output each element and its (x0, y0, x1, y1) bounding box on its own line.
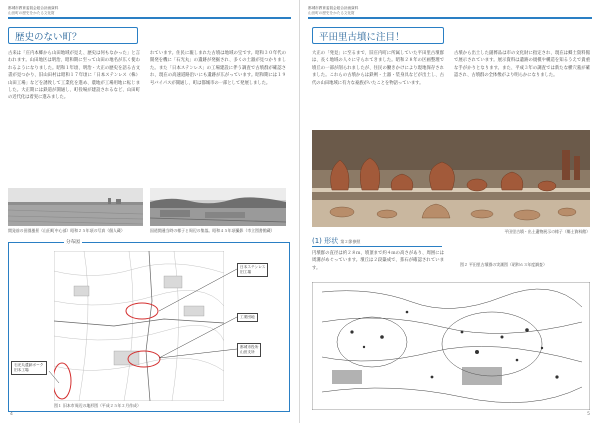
landscape-photo-caption: 国道開通当時の様子と周辺の集落。昭和４５年頃撮影（市立図書館蔵） (150, 228, 275, 233)
shape-body (312, 250, 444, 280)
section-rule (312, 246, 442, 247)
right-page-number: 5 (587, 412, 590, 417)
right-header-rule (308, 17, 592, 19)
section-shape-label: (1) 形状 (312, 237, 339, 245)
map-caption: 図１ 旧本市周辺の地形図（平成２５年２月作成） (54, 403, 141, 408)
field-photo-caption: 開発前の田園風景（山田町中心部）昭和２５年頃の写真（個人蔵） (8, 228, 125, 233)
right-header-line2: 山田町の歴史をかたる文化財 (308, 10, 355, 15)
section-shape-note: 第２節参照 (340, 239, 361, 244)
callout-ruins-park: 石光丸遺跡ポーク 旧本工場 (11, 361, 47, 375)
section-shape (312, 236, 360, 246)
field-photo (8, 188, 143, 226)
callout-industrial-park: 工業団地 (237, 313, 258, 322)
right-title (312, 27, 444, 44)
left-page-number: 4 (10, 412, 13, 417)
right-title-text: 平田里古墳に注目！ (319, 31, 405, 43)
landscape-photo (150, 188, 286, 226)
right-header-line1: 都城市教育委員会総合計画資料 (308, 6, 359, 10)
site-plan-caption: 図２ 平田里古墳群の実測図（昭和６３年度調査） (460, 262, 547, 267)
right-column-2 (454, 50, 590, 130)
district-map (8, 242, 290, 412)
shape-body-text: 円墳群の直径は約２８ｍ、墳頂まで約４ｍの高さがあり、周囲には周溝がめぐっています。墳丘は２段築成で、葺石が確認されています。 (312, 251, 444, 271)
left-header-line1: 都城市教育委員会総合計画資料 (8, 6, 59, 10)
right-page (300, 0, 600, 423)
artifacts-photo-caption: 平田里古墳・出土遺物展示の様子（郷土資料館） (504, 229, 590, 234)
left-column-2 (150, 50, 286, 188)
right-column-2-text: 古墳から出土した副葬品は市の文化財に指定され、現在は郷土資料館で展示されています。展示資料は遺跡の規模や構造を知るうえで貴重な手がかりとなります。また、平成３年の調査では新たな横穴墓が確認され、古墳群の全体像がより明らかになりました。 (454, 51, 590, 79)
left-column-1 (8, 50, 140, 188)
right-column-1 (312, 50, 444, 130)
left-column-2-text: れています。住民に親しまれた古墳は地域の宝です。昭和３０年代の開発を機に「石光丸」の遺跡が発掘され、多くの土器が見つかりました。また「日本ステンレス」の工場建設に伴う調査で古墳群が確認され、現在の高速道路沿いにも遺跡が広がっています。昭和期には１９号バイパスが開通し、町は都城市の一部として発展しました。 (150, 51, 286, 86)
left-header-line2: 山田町の歴史をかたる文化財 (8, 10, 55, 15)
right-column-1-text: 大正の「発見」に至るまで、旧庄内町に所属していた平田里古墳群は、長く地域の人々に守られてきました。昭和２８年の区画整理で墳丘の一部が削られましたが、住民の働きかけにより現地保存されました。これらの古墳からは鉄剣・土器・装身具などが出土し、古代の山田地域に有力な豪族がいたことを物語っています。 (312, 51, 444, 86)
callout-city-office: 都城市役所 山田支所 (237, 343, 261, 357)
left-title (8, 27, 138, 44)
callout-stainless-factory: 日本ステンレス 旧工場 (237, 263, 268, 277)
map-drawing (54, 251, 224, 401)
right-header (308, 6, 358, 15)
left-header-rule (8, 17, 291, 19)
site-plan (312, 282, 590, 410)
map-title: 分布図 (66, 240, 80, 245)
left-title-text: 歴史のない町？ (15, 31, 82, 43)
left-header (8, 6, 58, 15)
artifacts-photo (312, 130, 590, 227)
left-column-1-text: 古来は「庄内本郷から山田地域が見え、歴史は何もなかった」と言われます。山田地区は明治、昭和期に至って山田の地名が広く使われるようになりました。昭和１年頃、明治・大正の歴史を語る古文書が見つかり、旧山田村は昭和１７年頃に「日本ステンレス（株）山田工場」などを誘致して工業化を進め、農地が工場用地に転じました。大正期には鉄道が開通し、町役場が建設されるなど、山田町の近代化は着実に進みました。 (8, 51, 140, 101)
